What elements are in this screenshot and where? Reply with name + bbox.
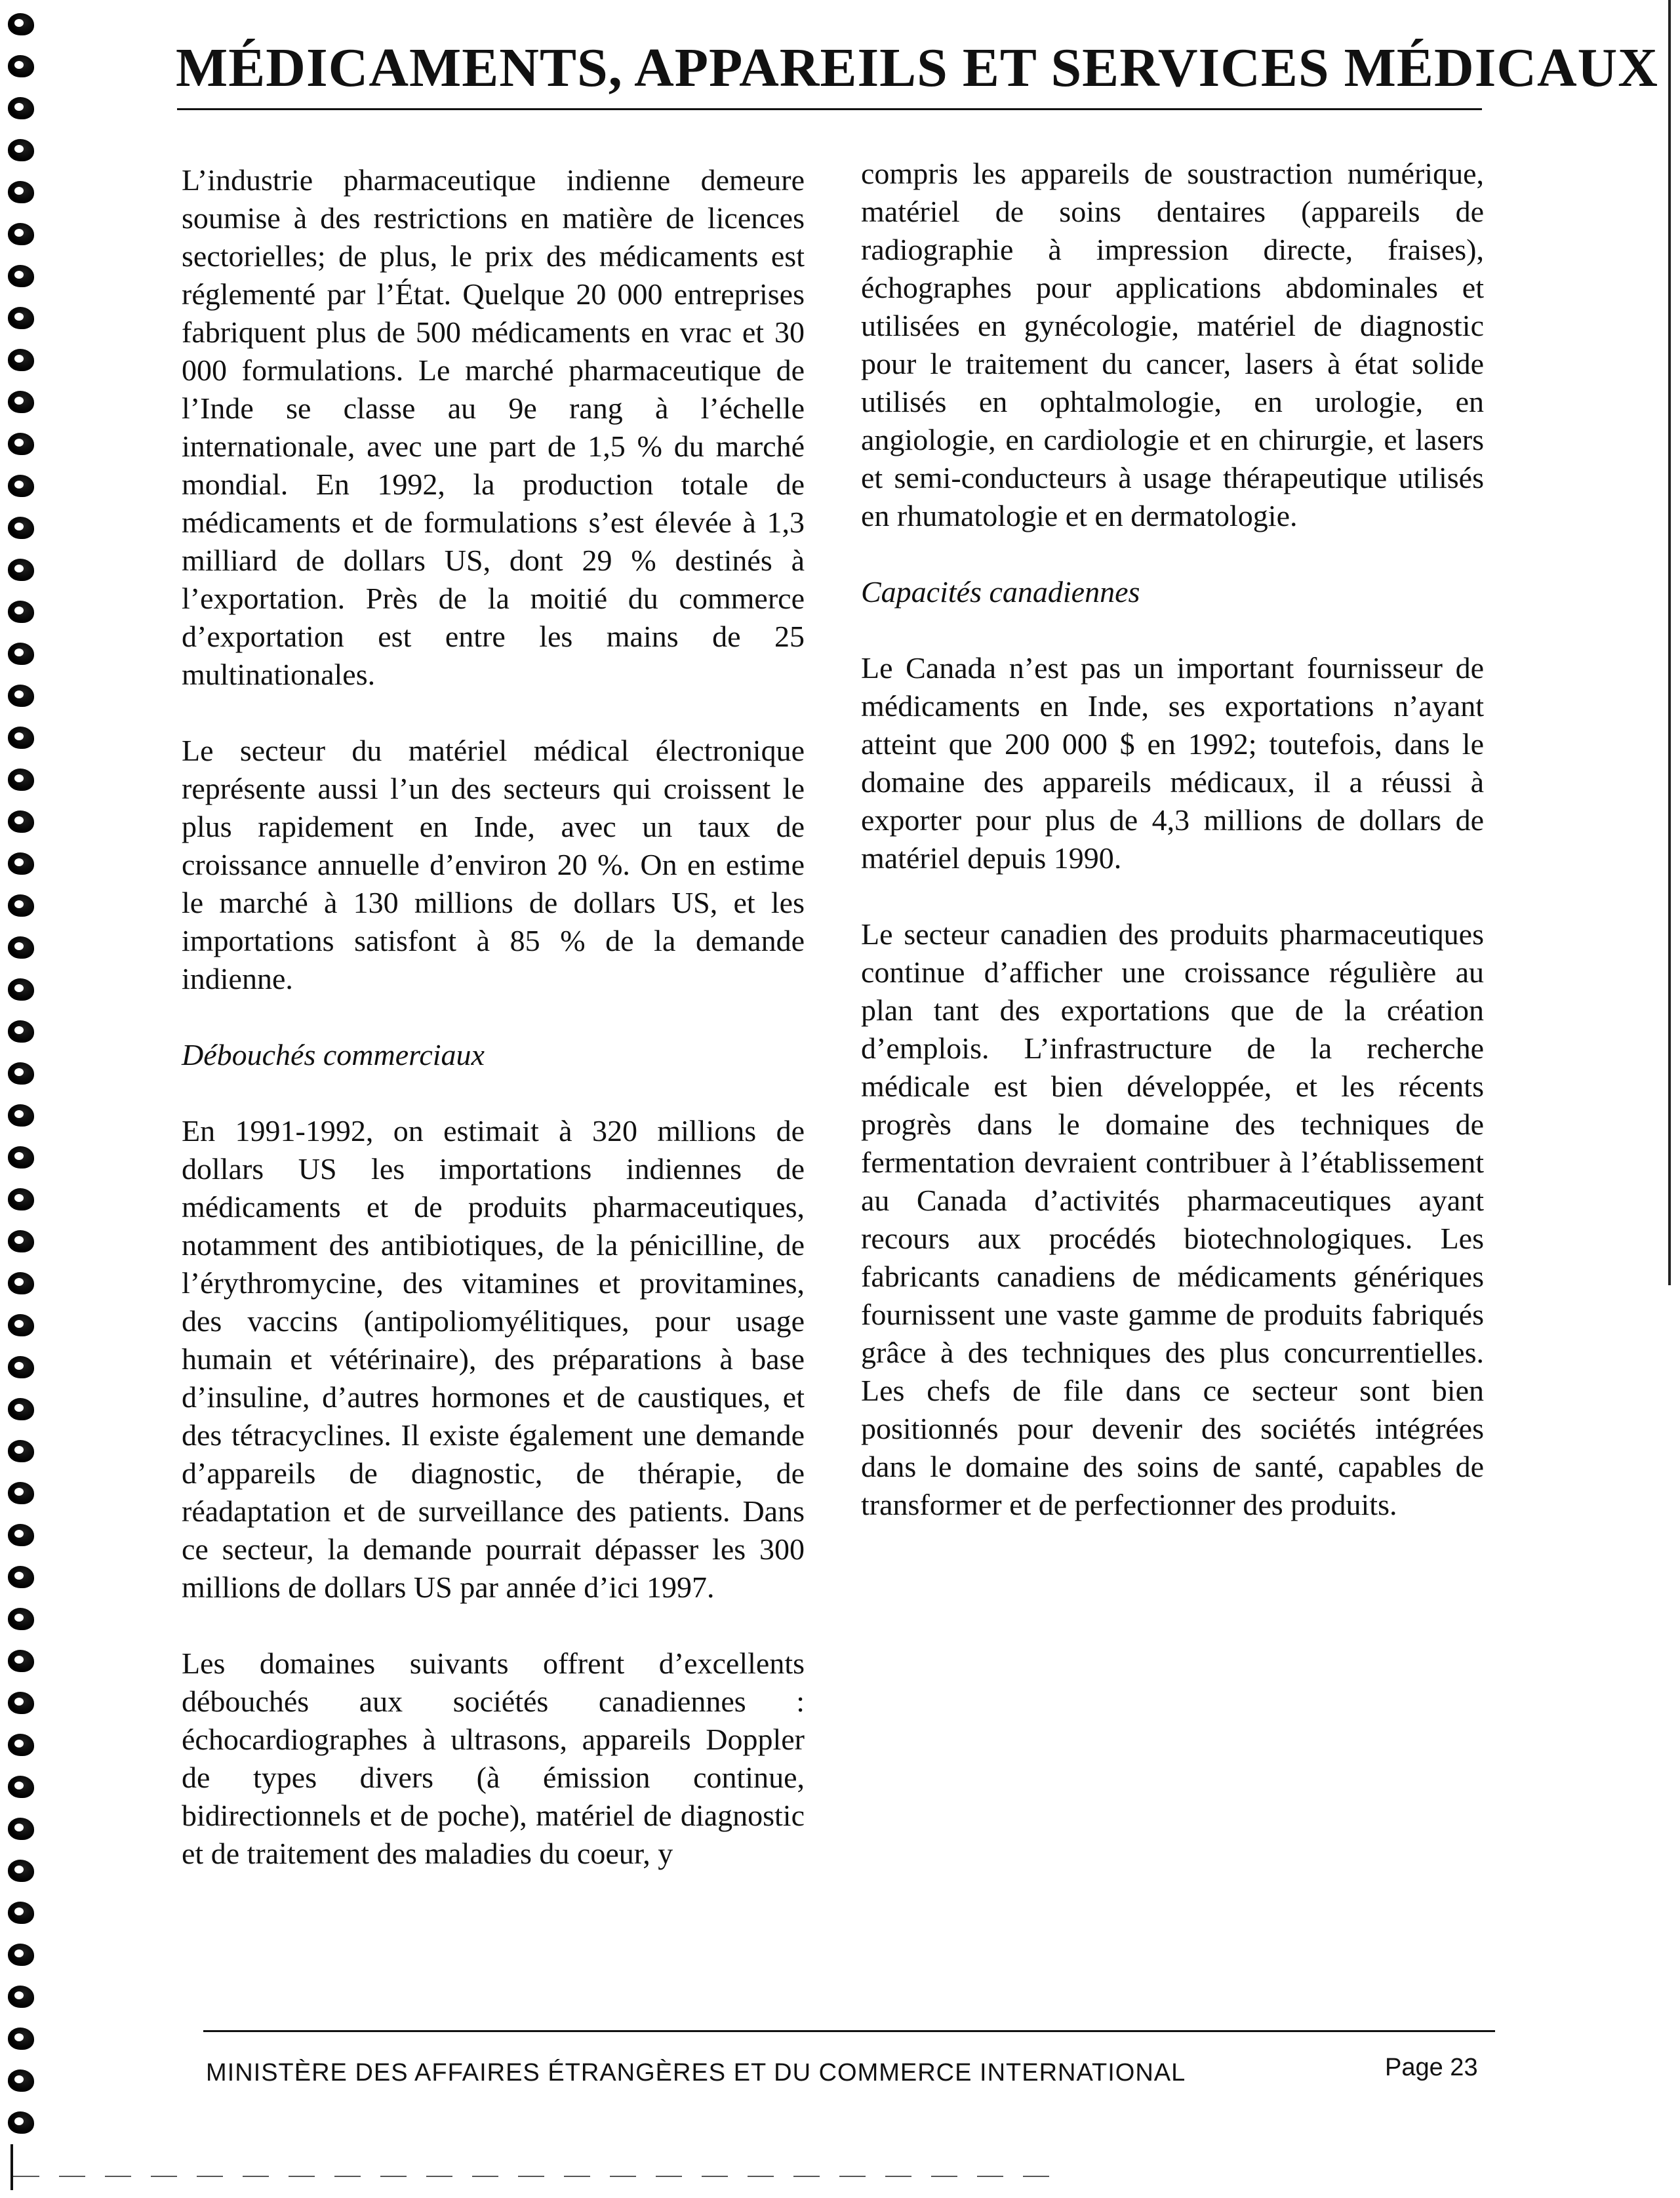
binding-ring	[8, 1062, 34, 1085]
right-column	[861, 155, 1484, 1562]
binding-ring	[8, 894, 34, 917]
binding-ring	[8, 810, 34, 833]
binding-ring	[8, 1566, 34, 1588]
binding-ring	[8, 1188, 34, 1210]
binding-ring	[8, 2069, 34, 2092]
page-title: MÉDICAMENTS, APPAREILS ET SERVICES MÉDICAUX	[176, 37, 1658, 98]
binding-ring	[8, 1314, 34, 1336]
paragraph: compris les appareils de soustraction numérique, matériel de soins dentaires (appareils de radiographie à impression directe, fraises), échographes pour applications abdominales et utilisées en gynécologie, matériel de diagnostic pour le traitement du cancer, lasers à état solide utilisés en ophtalmologie, en urologie, en angiologie, en cardiologie et en chirurgie, et lasers et semi-conducteurs à usage thérapeutique utilisés en rhumatologie et en dermatologie.	[861, 157, 1484, 532]
binding-ring	[8, 1734, 34, 1756]
binding-ring	[8, 139, 34, 161]
binding-ring	[8, 1986, 34, 2008]
footer-divider	[203, 2030, 1495, 2032]
binding-ring	[8, 559, 34, 581]
binding-ring	[8, 1230, 34, 1252]
binding-ring	[8, 349, 34, 371]
binding-ring	[8, 1020, 34, 1043]
binding-ring	[8, 2028, 34, 2050]
binding-ring	[8, 1482, 34, 1504]
binding-ring	[8, 1146, 34, 1169]
section-heading: Capacités canadiennes	[861, 575, 1140, 609]
binding-ring	[8, 2111, 34, 2134]
spiral-binding	[3, 13, 42, 2138]
binding-ring	[8, 475, 34, 497]
binding-ring	[8, 643, 34, 665]
binding-ring	[8, 223, 34, 245]
section-heading: Débouchés commerciaux	[182, 1038, 485, 1071]
paragraph: Le Canada n’est pas un important fournisseur de médicaments en Inde, ses exportations n’ayant atteint que 200 000 $ en 1992; toutefois, dans le domaine des appareils médicaux, il a réussi à exporter pour plus de 4,3 millions de dollars de matériel depuis 1990.	[861, 651, 1484, 875]
binding-ring	[8, 1860, 34, 1882]
binding-ring	[8, 852, 34, 875]
paragraph: En 1991-1992, on estimait à 320 millions de dollars US les importations indiennes de médicaments et de produits pharmaceutiques, notamment des antibiotiques, de la pénicilline, de l’érythromycine, des vitamines et provitamines, des vaccins (antipoliomyélitiques, pour usage humain et vétérinaire), des préparations à base d’insuline, d’autres hormones et de caustiques, et des tétracyclines. Il existe également une demande d’appareils de diagnostic, de thérapie, de réadaptation et de surveillance des patients. Dans ce secteur, la demande pourrait dépasser les 300 millions de dollars US par année d’ici 1997.	[182, 1114, 805, 1604]
binding-ring	[8, 978, 34, 1001]
binding-ring	[8, 55, 34, 77]
binding-ring	[8, 1398, 34, 1420]
scan-edge	[13, 2176, 1062, 2177]
page-number: Page 23	[1385, 2054, 1478, 2081]
binding-ring	[8, 1818, 34, 1840]
scan-edge	[1668, 0, 1671, 1285]
binding-ring	[8, 601, 34, 623]
binding-ring	[8, 1356, 34, 1378]
binding-ring	[8, 1104, 34, 1127]
binding-edge	[10, 2144, 13, 2190]
binding-ring	[8, 1524, 34, 1546]
binding-ring	[8, 1692, 34, 1714]
binding-ring	[8, 1944, 34, 1966]
binding-ring	[8, 181, 34, 203]
binding-ring	[8, 936, 34, 959]
binding-ring	[8, 391, 34, 413]
binding-ring	[8, 307, 34, 329]
paragraph: Le secteur canadien des produits pharmaceutiques continue d’afficher une croissance régulière au plan tant des exportations que de la création d’emplois. L’infrastructure de la recherche médicale est bien développée, et les récents progrès dans le domaine des techniques de fermentation devraient contribuer à l’établissement au Canada d’activités pharmaceutiques ayant recours aux procédés biotechnologiques. Les fabricants canadiens de médicaments génériques fournissent une vaste gamme de produits fabriqués grâce à des techniques des plus concurrentielles. Les chefs de file dans ce secteur sont bien positionnés pour devenir des sociétés intégrées dans le domaine des soins de santé, capables de transformer et de perfectionner des produits.	[861, 917, 1484, 1521]
binding-ring	[8, 97, 34, 119]
binding-ring	[8, 433, 34, 455]
footer-ministry: MINISTÈRE DES AFFAIRES ÉTRANGÈRES ET DU COMMERCE INTERNATIONAL	[206, 2059, 1186, 2087]
binding-ring	[8, 1440, 34, 1462]
binding-ring	[8, 1902, 34, 1924]
binding-ring	[8, 727, 34, 749]
paragraph: L’industrie pharmaceutique indienne demeure soumise à des restrictions en matière de licences sectorielles; de plus, le prix des médicaments est réglementé par l’État. Quelque 20 000 entreprises fabriquent plus de 500 médicaments en vrac et 30 000 formulations. Le marché pharmaceutique de l’Inde se classe au 9e rang à l’échelle internationale, avec une part de 1,5 % du marché mondial. En 1992, la production totale de médicaments et de formulations s’est élevée à 1,3 milliard de dollars US, dont 29 % destinés à l’exportation. Près de la moitié du commerce d’exportation est entre les mains de 25 multinationales.	[182, 163, 805, 691]
binding-ring	[8, 685, 34, 707]
binding-ring	[8, 769, 34, 791]
binding-ring	[8, 1272, 34, 1294]
binding-ring	[8, 1608, 34, 1630]
paragraph: Le secteur du matériel médical électronique représente aussi l’un des secteurs qui croissent le plus rapidement en Inde, avec un taux de croissance annuelle d’environ 20 %. On en estime le marché à 130 millions de dollars US, et les importations satisfont à 85 % de la demande indienne.	[182, 734, 805, 995]
paragraph: Les domaines suivants offrent d’excellents débouchés aux sociétés canadiennes : échocardiographes à ultrasons, appareils Doppler de types divers (à émission continue, bidirectionnels et de poche), matériel de diagnostic et de traitement des maladies du coeur, y	[182, 1647, 805, 1870]
binding-ring	[8, 265, 34, 287]
binding-ring	[8, 1776, 34, 1798]
binding-ring	[8, 13, 34, 35]
binding-ring	[8, 517, 34, 539]
title-divider	[177, 108, 1482, 110]
binding-ring	[8, 1650, 34, 1672]
left-column	[182, 161, 805, 1911]
